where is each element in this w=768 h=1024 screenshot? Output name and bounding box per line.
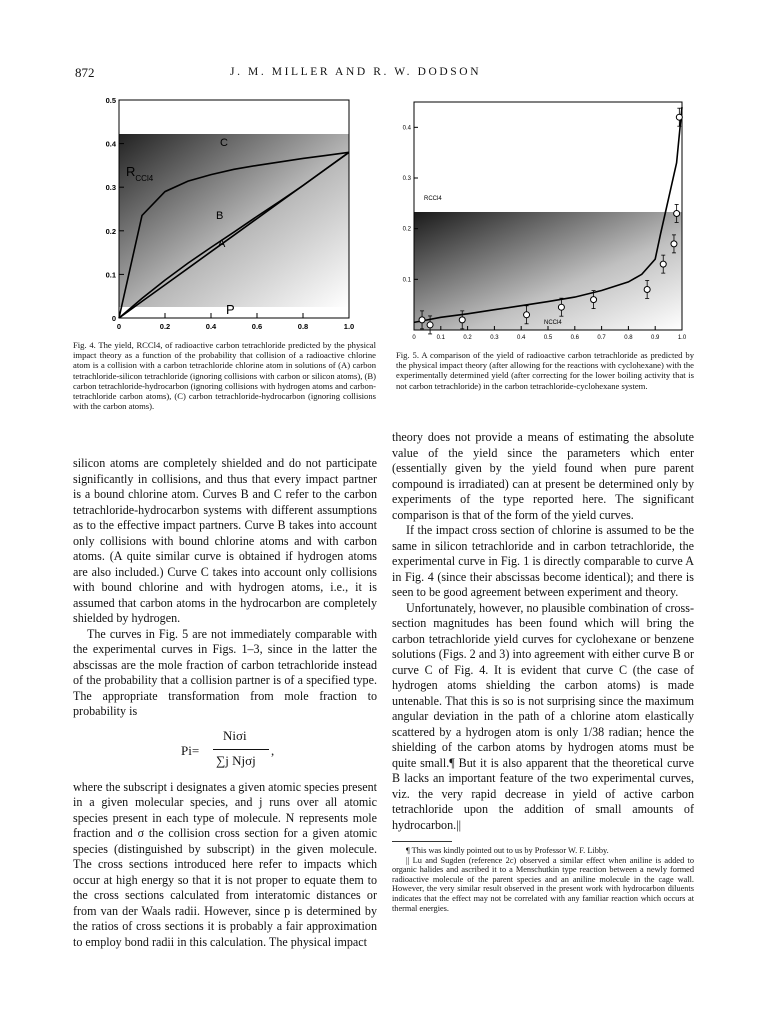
equation-numerator: Niσi (223, 727, 247, 743)
data-point (676, 114, 682, 120)
x-tick-label: 0.4 (205, 322, 217, 331)
x-tick-label: 1.0 (677, 335, 687, 341)
x-axis-label: NCCl4 (544, 320, 562, 326)
y-axis-label-subscript: CCl4 (135, 174, 154, 183)
right-paragraph-2: If the impact cross section of chlorine is assumed to be the same in silicon tetrachloride and in carbon tetrachloride, the experimental curve in Fig. 1 is directly comparable to curve A in Fig. 4 (since their abscissas become identical); and there is seen to be good agreement between experiment and theory. (392, 523, 694, 599)
footnote-rule (392, 841, 452, 842)
y-tick-label: 0.1 (402, 277, 411, 284)
x-tick-label: 0.6 (570, 335, 579, 341)
left-column (73, 456, 377, 950)
footnote-1: ¶ This was kindly pointed out to us by Professor W. F. Libby. (406, 846, 609, 855)
equation-denominator: ∑j Njσj (216, 752, 256, 768)
x-tick-label: 0.9 (651, 335, 660, 341)
data-point (671, 241, 677, 247)
y-tick-label: 0.1 (105, 270, 116, 280)
figure-4-chart (104, 92, 354, 332)
x-tick-label: 0.8 (297, 322, 309, 331)
y-axis-label: $R_{CCl4}$ (126, 164, 154, 183)
x-tick-label: 0.1 (436, 335, 445, 341)
figure-5-chart (392, 94, 692, 344)
y-tick-label: 0.4 (105, 139, 116, 149)
equation-lhs: Pi= (181, 742, 200, 758)
curve-label-b: B (216, 210, 224, 222)
y-tick-label: 0.5 (105, 96, 116, 105)
equation (73, 720, 377, 780)
data-point (419, 317, 425, 323)
footnotes (392, 846, 694, 913)
data-point (591, 297, 597, 303)
right-paragraph-3: Unfortunately, however, no plausible combination of cross-section magnitudes has been found which will bring the carbon tetrachloride yield curves for cyclohexane or benzene solutions (Figs. 2 and 3) into agreement with either curve B or curve C of Fig. 4. It is evident that curve C (the case of hydrogen atoms shielding the carbon atoms) is made untenable. That this is so is not surprising since the maximum angular deviation in the path of a chlorine atom elastically scattered by a hydrogen atom is only 1/38 radian; hence the shielding of the carbon atoms by hydrogen atoms must be quite small.¶ But it is also apparent that the theoretical curve B lacks an important feature of the two experimental curves, viz. the very rapid decrease in yield of active carbon tetrachloride upon the addition of small amounts of hydrocarbon.|| (392, 600, 694, 832)
y-tick-label: 0.2 (105, 226, 116, 236)
right-paragraph-1: theory does not provide a means of estimating the absolute value of the yield since the parameters which enter (essentially given by the yield found when pure parent compound is irradiated) can at present be determined only by experiments of the type reported here. The significant comparison is that of the form of the yield curves. (392, 430, 694, 522)
x-tick-label: 0.2 (159, 322, 171, 331)
right-column (392, 430, 694, 913)
y-tick-label: 0.4 (402, 125, 411, 132)
figure-5-caption: Fig. 5. A comparison of the yield of radioactive carbon tetrachloride as predicted by the physical impact theory (after allowing for the reactions with cyclohexane) with the experimentally determined yield (after correcting for the lower boiling activity that is not carbon tetrachloride) in the carbon tetrachloride-cyclohexane system. (396, 350, 694, 391)
y-tick-label: 0.3 (105, 183, 116, 193)
data-point (459, 317, 465, 323)
x-tick-label: 0.5 (543, 335, 553, 341)
data-point (524, 312, 530, 318)
x-tick-label: 1.0 (343, 322, 354, 331)
left-paragraph-3: where the subscript i designates a given atomic species present in a given molecular species, and j runs over all atomic species present in each type of molecule. N represents mole fraction and σ the collision cross section for a given atomic species (distinguished by subscript) in the given molecule. The cross sections introduced here refer to impacts which occur at high energy so that it is not proper to equate them to the cross sections calculated from interatomic distances or from van der Waals radii. However, since p is determined by the ratios of cross sections it is probably a fair approximation to employ bond radii in this calculation. The physical impact (73, 779, 377, 949)
x-tick-label: 0 (116, 322, 122, 331)
data-point (674, 210, 680, 216)
equation-comma: , (271, 742, 275, 758)
y-axis-label: RCCl4 (424, 196, 442, 202)
x-tick-label: 0 (412, 335, 416, 341)
data-point (558, 304, 564, 310)
data-point (644, 286, 650, 292)
curve-label-a: A (218, 238, 226, 250)
left-paragraph-2: The curves in Fig. 5 are not immediately comparable with the experimental curves in Figs. 1–3, since in the latter the abscissas are the mole fraction of carbon tetrachloride instead of the probability that a collision partner is of a specified type. The appropriate transformation from mole fraction to probability is (73, 626, 377, 718)
x-tick-label: 0.4 (517, 335, 526, 341)
left-paragraph-1: silicon atoms are completely shielded and do not participate significantly in collisions, and thus that every impact partner is a bound chlorine atom. Curves B and C refer to the carbon tetrachloride-hydrocarbon systems with different assumptions as to the effective impact partners. Curve B takes into account only collisions with bound chlorine atoms and with carbon atoms. (A quite similar curve is obtained if hydrogen atoms are also included.) Curve C takes into account only collisions with bound chlorine and with hydrogen atoms, i.e., it is assumed that carbon atoms in the hydrocarbon are completely shielded by hydrogen. (73, 456, 377, 625)
y-tick-label: 0.3 (402, 176, 411, 182)
x-tick-label: 0.2 (463, 335, 472, 341)
x-tick-label: 0.7 (597, 335, 606, 341)
x-axis-label: P (226, 302, 235, 317)
figure-4-shading (119, 134, 349, 307)
x-tick-label: 0.8 (624, 335, 633, 341)
y-tick-label: 0 (111, 314, 116, 323)
footnote-2: || Lu and Sugden (reference 2c) observed a similar effect when aniline is added to organic halides and ascribed it to a Menschutkin type reaction between a newly formed radioactive molecule of the parent species and an aniline molecule in the cage wall. However, the very similar result observed in the present work with hydrocarbon diluents indicates that the effect may not be correlated with any familiar reaction which occurs at thermal energies. (392, 855, 694, 913)
x-tick-label: 0.3 (490, 335, 499, 341)
page-number: 872 (75, 65, 95, 80)
figure-4-caption: Fig. 4. The yield, RCCl4, of radioactive carbon tetrachloride predicted by the physical impact theory as a function of the probability that collision of a radioactive chlorine atom is a collision with a carbon tetrachloride chlorine atom in solutions of (A) carbon tetrachloride-silicon tetrachloride (ignoring collisions with carbon or silicon atoms), (B) carbon tetrachloride-hydrocarbon (ignoring collisions with hydrogen atoms and carbon-tetrachloride carbon atoms), (C) carbon tetrachloride-hydrocarbon (ignoring collisions with the carbon atoms). (73, 340, 376, 412)
figure-5-shading (414, 212, 682, 330)
equation-fraction-bar (213, 749, 269, 750)
curve-label-c: C (220, 137, 228, 149)
y-tick-label: 0.2 (402, 226, 411, 233)
data-point (427, 322, 433, 328)
running-head: J. M. MILLER AND R. W. DODSON (230, 66, 482, 78)
data-point (660, 261, 666, 267)
x-tick-label: 0.6 (251, 322, 263, 331)
